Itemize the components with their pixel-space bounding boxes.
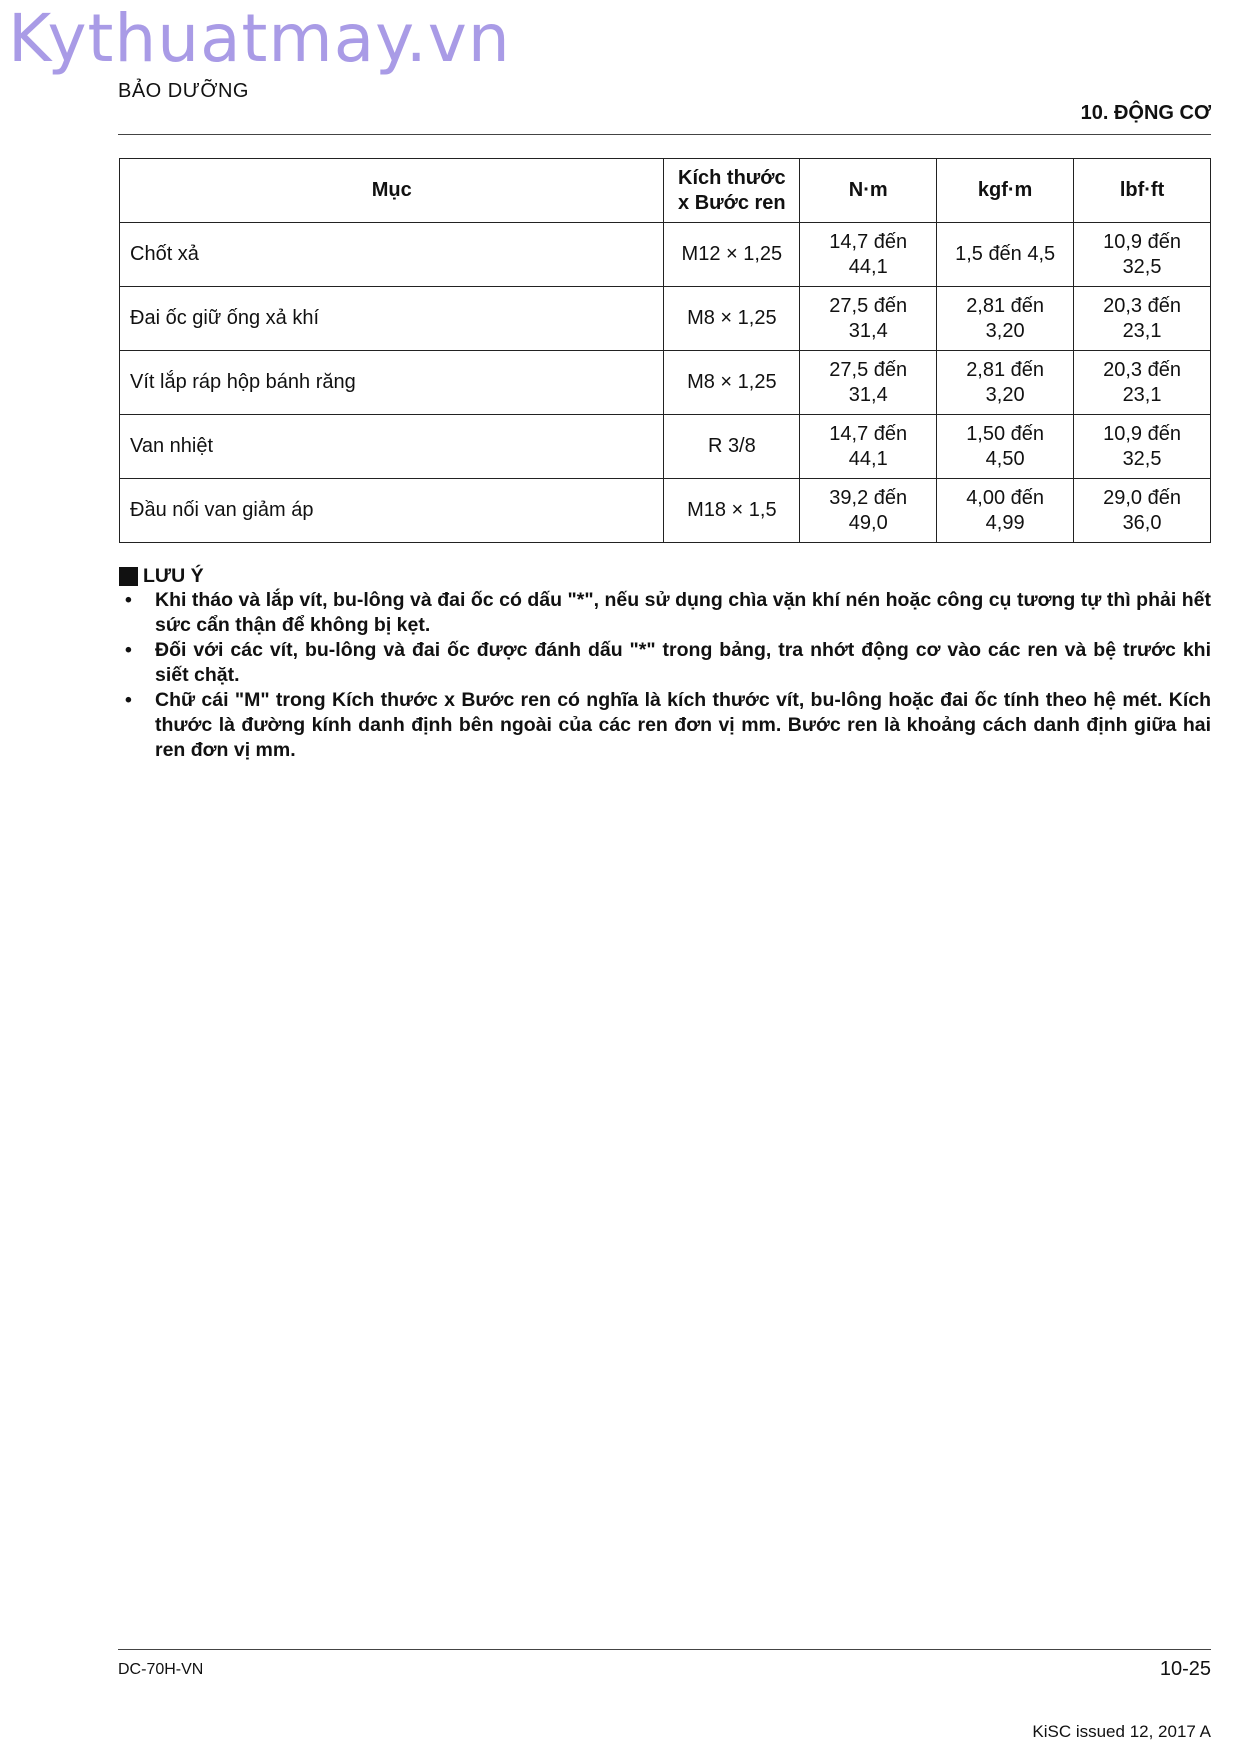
- cell-line: 4,99: [985, 511, 1025, 534]
- note-list: [119, 588, 1211, 763]
- header-nm: N·m: [800, 159, 937, 223]
- cell-line: 23,1: [1122, 383, 1162, 406]
- cell-line: 14,7 đến: [829, 230, 908, 253]
- header-divider: [118, 134, 1211, 135]
- cell-line: 32,5: [1122, 447, 1162, 470]
- page-number: 10-25: [1159, 1658, 1211, 1680]
- header-size-line2: x Bước ren: [678, 191, 786, 214]
- cell-kgf: [937, 479, 1074, 543]
- cell-kgf: [937, 415, 1074, 479]
- header-item: Mục: [120, 159, 664, 223]
- cell-line: 31,4: [848, 319, 888, 342]
- table-row: [120, 351, 1211, 415]
- cell-line: 10,9 đến: [1103, 422, 1181, 445]
- cell-line: 3,20: [985, 383, 1025, 406]
- cell-line: 49,0: [848, 511, 888, 534]
- cell-item: Đầu nối van giảm áp: [120, 479, 664, 543]
- chapter-title: 10. ĐỘNG CƠ: [1080, 102, 1211, 124]
- footer-divider: [118, 1649, 1211, 1650]
- cell-lbf: [1074, 351, 1211, 415]
- bullet-icon: •: [125, 589, 132, 611]
- table-row: [120, 223, 1211, 287]
- cell-line: 39,2 đến: [829, 486, 908, 509]
- section-title: BẢO DƯỠNG: [118, 80, 249, 102]
- cell-kgf: [937, 351, 1074, 415]
- cell-line: 27,5 đến: [829, 294, 908, 317]
- header-kgf: kgf·m: [937, 159, 1074, 223]
- cell-nm: [800, 351, 937, 415]
- cell-size: M18 × 1,5: [664, 479, 800, 543]
- cell-nm: [800, 415, 937, 479]
- cell-line: 2,81 đến: [966, 358, 1045, 381]
- bullet-icon: •: [125, 689, 132, 711]
- cell-size: M8 × 1,25: [664, 351, 800, 415]
- cell-nm: [800, 287, 937, 351]
- header-size-line1: Kích thước: [678, 166, 786, 189]
- cell-line: 10,9 đến: [1103, 230, 1181, 253]
- bullet-icon: •: [125, 639, 132, 661]
- note-title: LƯU Ý: [143, 565, 204, 587]
- cell-line: 23,1: [1122, 319, 1162, 342]
- cell-lbf: [1074, 223, 1211, 287]
- cell-item: Đai ốc giữ ống xả khí: [120, 287, 664, 351]
- note-text: Đối với các vít, bu-lông và đai ốc được đánh dấu "*" trong bảng, tra nhớt động cơ vào các ren và bệ trước khi siết chặt.: [155, 639, 1211, 686]
- cell-line: 3,20: [985, 319, 1025, 342]
- cell-lbf: [1074, 287, 1211, 351]
- cell-line: 27,5 đến: [829, 358, 908, 381]
- table-row: [120, 479, 1211, 543]
- cell-lbf: [1074, 415, 1211, 479]
- cell-item: Van nhiệt: [120, 415, 664, 479]
- cell-line: 44,1: [848, 255, 888, 278]
- cell-lbf: [1074, 479, 1211, 543]
- header-lbf: lbf·ft: [1074, 159, 1211, 223]
- cell-nm: [800, 223, 937, 287]
- square-bullet-icon: [119, 567, 138, 586]
- document-code: DC-70H-VN: [118, 1661, 204, 1678]
- cell-kgf: [937, 223, 1074, 287]
- cell-size: R 3/8: [664, 415, 800, 479]
- cell-line: 44,1: [848, 447, 888, 470]
- cell-line: 20,3 đến: [1103, 358, 1181, 381]
- cell-nm: [800, 479, 937, 543]
- cell-line: 32,5: [1122, 255, 1162, 278]
- cell-line: 31,4: [848, 383, 888, 406]
- note-heading: [119, 564, 1211, 588]
- cell-line: 20,3 đến: [1103, 294, 1181, 317]
- cell-line: 1,5 đến 4,5: [955, 243, 1056, 265]
- cell-size: M12 × 1,25: [664, 223, 800, 287]
- cell-line: 14,7 đến: [829, 422, 908, 445]
- issue-info: KiSC issued 12, 2017 A: [1032, 1722, 1211, 1741]
- cell-item: Chốt xả: [120, 223, 664, 287]
- table-row: [120, 415, 1211, 479]
- cell-line: 36,0: [1122, 511, 1162, 534]
- note-item: [119, 588, 1211, 638]
- header-size: [664, 159, 800, 223]
- note-item: [119, 638, 1211, 688]
- cell-line: 4,50: [985, 447, 1025, 470]
- torque-table: [119, 158, 1211, 543]
- watermark: Kythuatmay.vn: [8, 0, 511, 77]
- cell-item: Vít lắp ráp hộp bánh răng: [120, 351, 664, 415]
- note-text: Chữ cái "M" trong Kích thước x Bước ren có nghĩa là kích thước vít, bu-lông hoặc đai ốc tính theo hệ mét. Kích thước là đường kính danh định bên ngoài của các ren đơn vị mm. Bước ren là khoảng cách danh định giữa hai ren đơn vị mm.: [155, 689, 1211, 761]
- cell-line: 1,50 đến: [966, 422, 1045, 445]
- cell-size: M8 × 1,25: [664, 287, 800, 351]
- table-header-row: [120, 159, 1211, 223]
- table-row: [120, 287, 1211, 351]
- cell-line: 4,00 đến: [966, 486, 1045, 509]
- cell-line: 2,81 đến: [966, 294, 1045, 317]
- note-item: [119, 688, 1211, 763]
- cell-kgf: [937, 287, 1074, 351]
- cell-line: 29,0 đến: [1103, 486, 1181, 509]
- note-block: [119, 564, 1211, 763]
- note-text: Khi tháo và lắp vít, bu-lông và đai ốc có dấu "*", nếu sử dụng chìa vặn khí nén hoặc công cụ tương tự thì phải hết sức cẩn thận để không bị kẹt.: [155, 589, 1211, 636]
